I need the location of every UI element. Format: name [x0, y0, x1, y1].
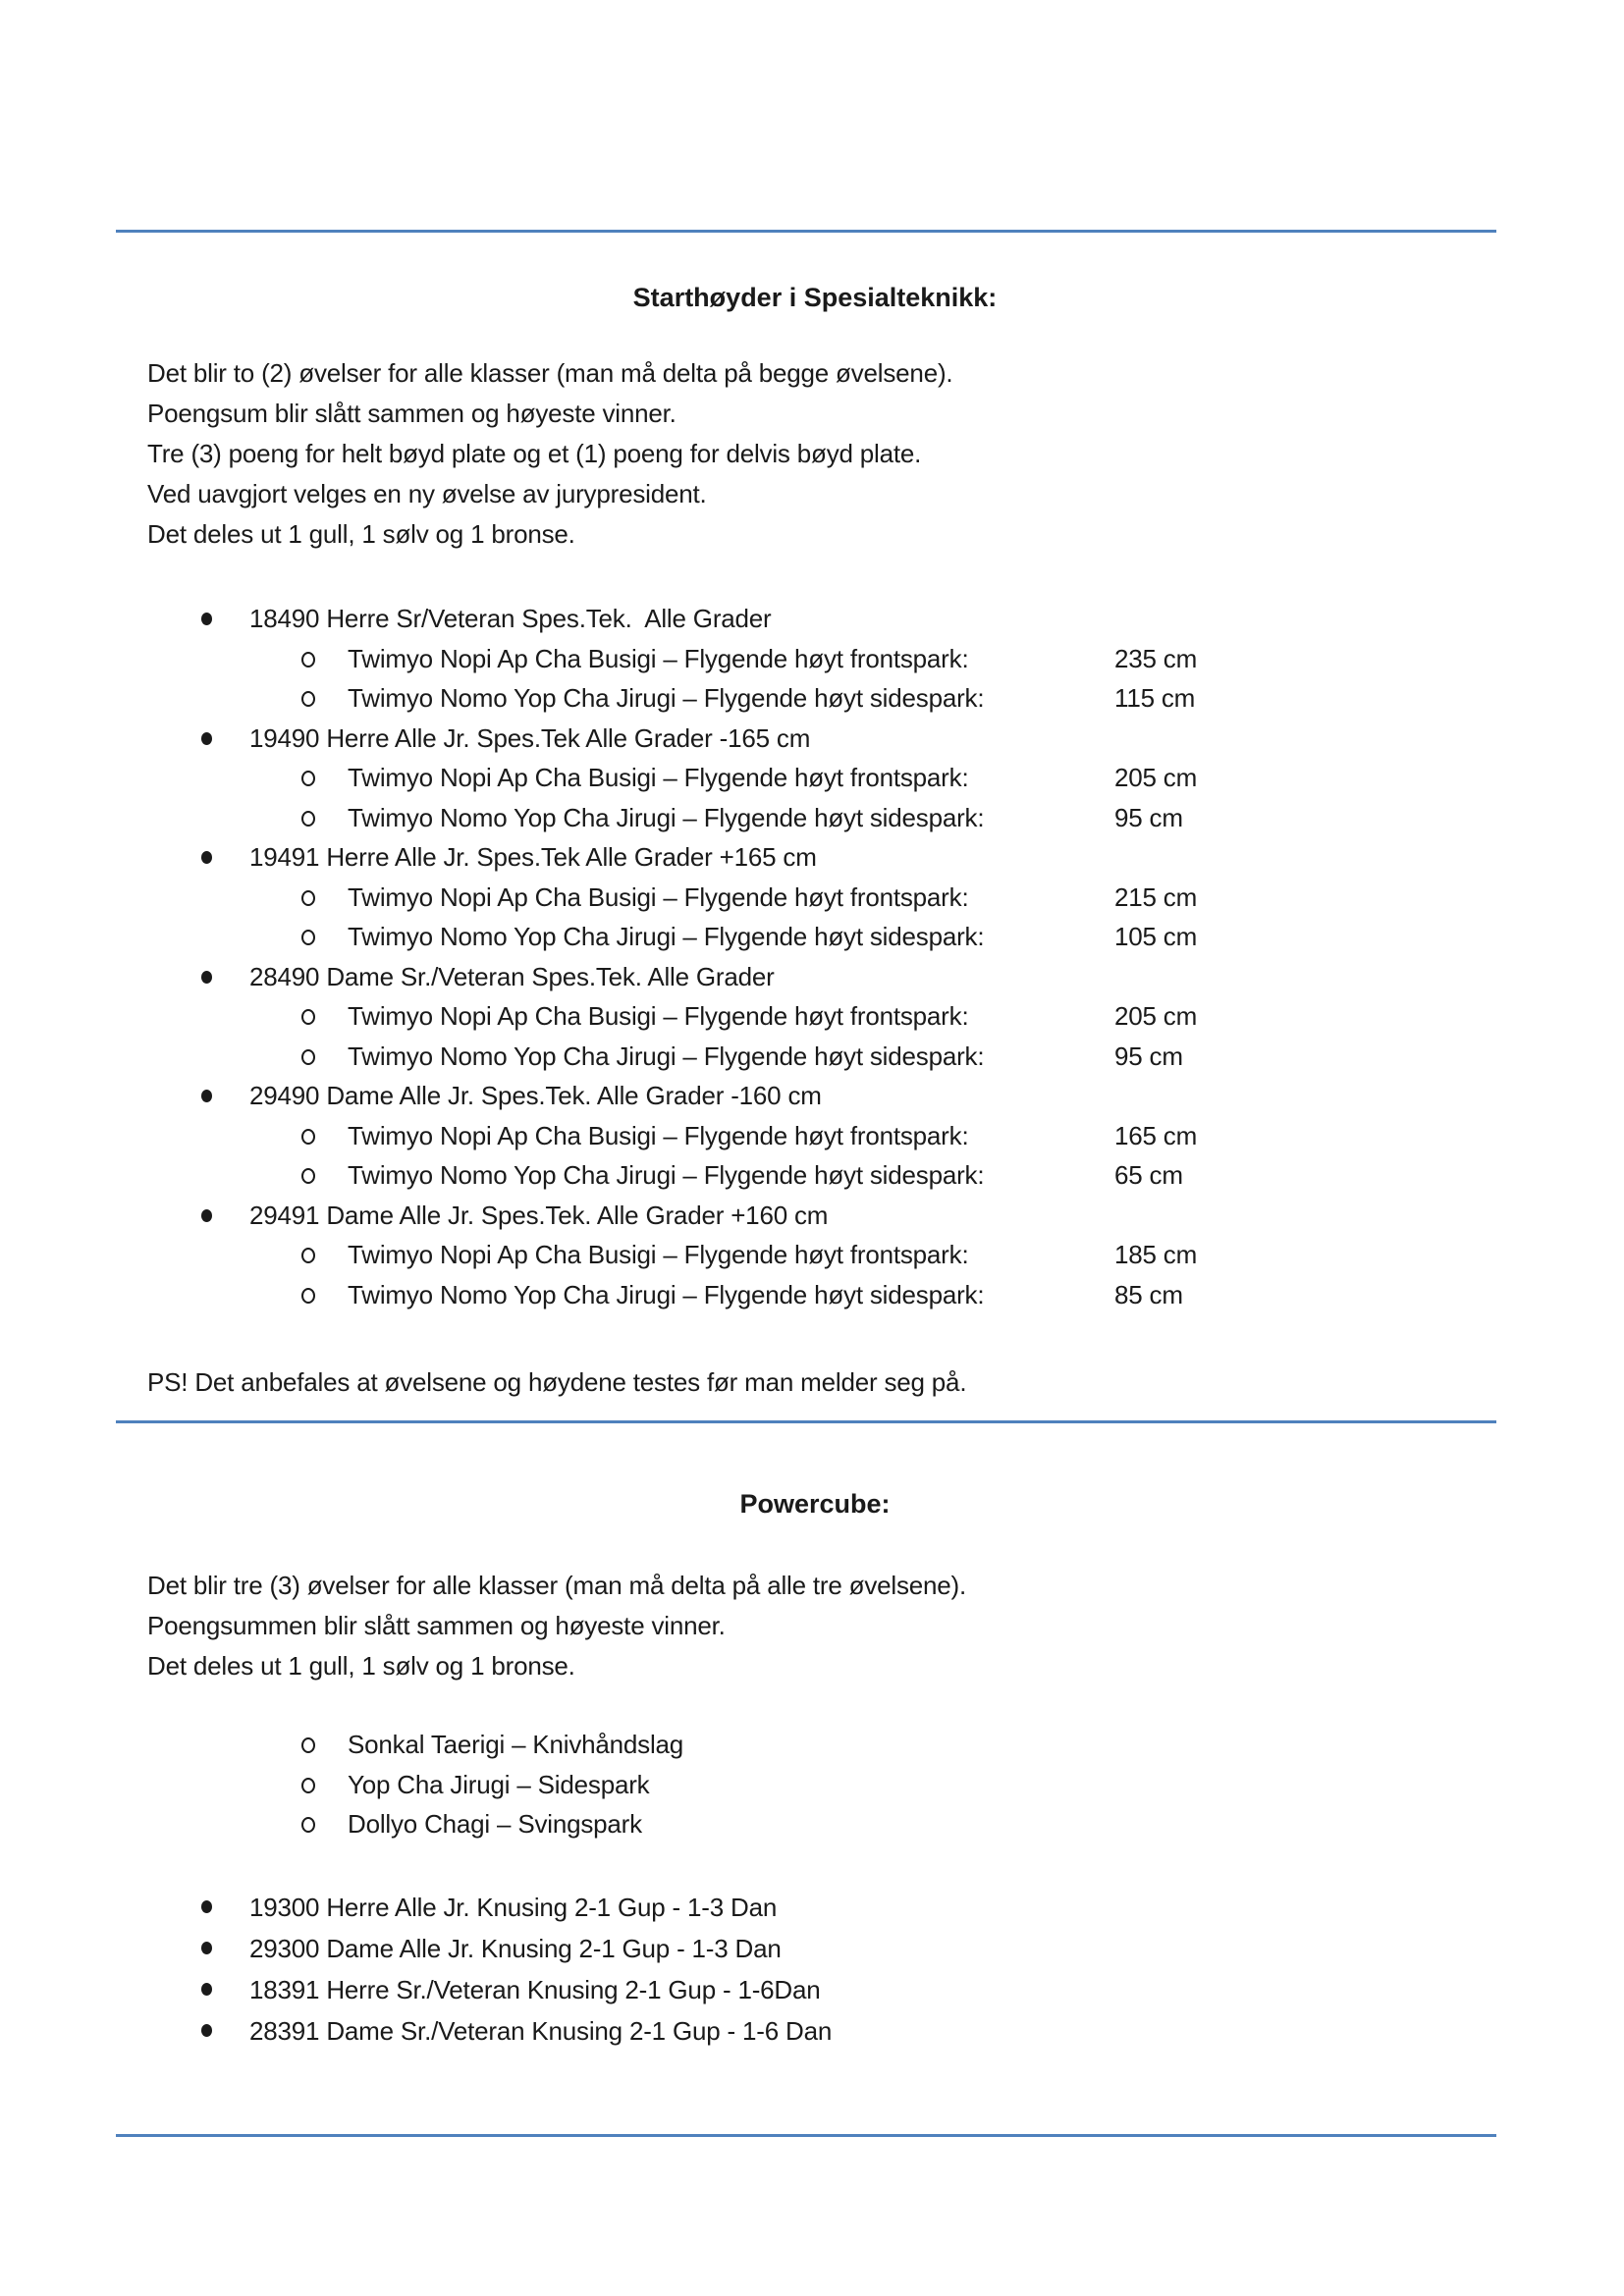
start-height-value: 185 cm	[1114, 1240, 1198, 1269]
circle-bullet-icon	[301, 1049, 315, 1065]
class-label: 18490 Herre Sr/Veteran Spes.Tek. Alle Grader	[249, 604, 772, 633]
paragraph-line: Ved uavgjort velges en ny øvelse av jurypresident.	[147, 479, 707, 508]
exercise-row	[0, 1155, 1624, 1196]
disc-bullet-icon	[201, 851, 212, 864]
exercise-label: Twimyo Nomo Yop Cha Jirugi – Flygende høyt sidespark:	[348, 1160, 985, 1190]
start-height-value: 235 cm	[1114, 643, 1198, 673]
exercise-row	[0, 1765, 1624, 1805]
class-label: 29300 Dame Alle Jr. Knusing 2-1 Gup - 1-3 Dan	[249, 1934, 782, 1963]
start-height-value: 105 cm	[1114, 922, 1198, 951]
paragraph-line: Tre (3) poeng for helt bøyd plate og et (1) poeng for delvis bøyd plate.	[147, 439, 922, 468]
circle-bullet-icon	[301, 1288, 315, 1304]
start-height-value: 85 cm	[1114, 1279, 1183, 1309]
exercise-label: Dollyo Chagi – Svingspark	[348, 1809, 642, 1839]
circle-bullet-icon	[301, 1009, 315, 1025]
exercise-row	[0, 1037, 1624, 1077]
class-label: 19491 Herre Alle Jr. Spes.Tek Alle Grader +165 cm	[249, 842, 817, 872]
exercise-label: Twimyo Nopi Ap Cha Busigi – Flygende høyt frontspark:	[348, 1240, 969, 1269]
exercise-label: Twimyo Nopi Ap Cha Busigi – Flygende høyt frontspark:	[348, 643, 969, 673]
circle-bullet-icon	[301, 1129, 315, 1145]
paragraph-line: Det blir to (2) øvelser for alle klasser (man må delta på begge øvelsene).	[147, 358, 953, 388]
circle-bullet-icon	[301, 652, 315, 667]
section-title-powercube: Powercube:	[739, 1489, 891, 1519]
exercise-row	[0, 1804, 1624, 1844]
class-row	[0, 957, 1624, 997]
circle-bullet-icon	[301, 811, 315, 827]
start-height-value: 115 cm	[1114, 683, 1196, 713]
class-row	[0, 1196, 1624, 1236]
class-label: 28490 Dame Sr./Veteran Spes.Tek. Alle Grader	[249, 961, 775, 991]
class-label: 19490 Herre Alle Jr. Spes.Tek Alle Grader -165 cm	[249, 722, 811, 753]
start-height-value: 65 cm	[1114, 1160, 1183, 1190]
exercise-row	[0, 758, 1624, 798]
class-row	[0, 2010, 1624, 2052]
powercube-class-list	[0, 1887, 1624, 2052]
class-label: 19300 Herre Alle Jr. Knusing 2-1 Gup - 1-3 Dan	[249, 1893, 778, 1922]
exercise-row	[0, 917, 1624, 957]
circle-bullet-icon	[301, 930, 315, 945]
exercise-label: Twimyo Nomo Yop Cha Jirugi – Flygende høyt sidespark:	[348, 922, 985, 951]
start-height-value: 205 cm	[1114, 1001, 1198, 1031]
class-row	[0, 1076, 1624, 1116]
start-height-value: 165 cm	[1114, 1120, 1198, 1150]
exercise-label: Twimyo Nopi Ap Cha Busigi – Flygende høyt frontspark:	[348, 1001, 969, 1031]
exercise-row	[0, 678, 1624, 719]
disc-bullet-icon	[201, 971, 212, 984]
exercise-label: Yop Cha Jirugi – Sidespark	[348, 1769, 650, 1799]
exercise-row	[0, 639, 1624, 679]
class-label: 18391 Herre Sr./Veteran Knusing 2-1 Gup - 1-6Dan	[249, 1975, 821, 2004]
ps-note-text: PS! Det anbefales at øvelsene og høydene testes før man melder seg på.	[147, 1367, 967, 1397]
class-row	[0, 1928, 1624, 1969]
paragraph-line: Poengsum blir slått sammen og høyeste vinner.	[147, 399, 677, 428]
disc-bullet-icon	[201, 732, 212, 745]
exercise-label: Twimyo Nopi Ap Cha Busigi – Flygende høyt frontspark:	[348, 1120, 969, 1150]
start-height-value: 215 cm	[1114, 881, 1198, 912]
exercise-label: Twimyo Nomo Yop Cha Jirugi – Flygende høyt sidespark:	[348, 683, 985, 713]
disc-bullet-icon	[201, 2024, 212, 2037]
exercise-row	[0, 996, 1624, 1037]
circle-bullet-icon	[301, 771, 315, 786]
paragraph-line: Poengsummen blir slått sammen og høyeste vinner.	[147, 1611, 726, 1640]
start-height-value: 95 cm	[1114, 802, 1183, 832]
exercise-row	[0, 1725, 1624, 1765]
class-label: 28391 Dame Sr./Veteran Knusing 2-1 Gup - 1-6 Dan	[249, 2016, 833, 2046]
class-row	[0, 1969, 1624, 2010]
disc-bullet-icon	[201, 613, 212, 625]
circle-bullet-icon	[301, 1778, 315, 1793]
spesialteknikk-intro	[147, 353, 952, 555]
start-height-value: 95 cm	[1114, 1041, 1183, 1071]
circle-bullet-icon	[301, 1168, 315, 1184]
exercise-row	[0, 878, 1624, 918]
section-title-spesialteknikk: Starthøyder i Spesialteknikk:	[632, 283, 998, 312]
disc-bullet-icon	[201, 1900, 212, 1913]
exercise-label: Twimyo Nomo Yop Cha Jirugi – Flygende høyt sidespark:	[348, 1279, 985, 1309]
circle-bullet-icon	[301, 691, 315, 707]
paragraph-line: Det deles ut 1 gull, 1 sølv og 1 bronse.	[147, 1651, 575, 1681]
section-divider	[116, 1420, 1496, 1423]
start-height-value: 205 cm	[1114, 763, 1198, 792]
spesialteknikk-class-list	[0, 599, 1624, 1314]
disc-bullet-icon	[201, 1942, 212, 1954]
circle-bullet-icon	[301, 890, 315, 906]
circle-bullet-icon	[301, 1737, 315, 1753]
exercise-row	[0, 1116, 1624, 1156]
disc-bullet-icon	[201, 1209, 212, 1222]
class-row	[0, 1887, 1624, 1928]
exercise-label: Twimyo Nopi Ap Cha Busigi – Flygende høyt frontspark:	[348, 763, 969, 792]
paragraph-line: Det blir tre (3) øvelser for alle klasser (man må delta på alle tre øvelsene).	[147, 1571, 967, 1600]
exercise-label: Twimyo Nopi Ap Cha Busigi – Flygende høyt frontspark:	[348, 881, 969, 912]
ps-note	[147, 1362, 966, 1403]
exercise-row	[0, 798, 1624, 838]
circle-bullet-icon	[301, 1817, 315, 1833]
powercube-exercise-list	[0, 1725, 1624, 1844]
section-divider	[116, 2134, 1496, 2137]
exercise-row	[0, 1275, 1624, 1315]
exercise-label: Twimyo Nomo Yop Cha Jirugi – Flygende høyt sidespark:	[348, 802, 985, 832]
exercise-row	[0, 1235, 1624, 1275]
class-label: 29490 Dame Alle Jr. Spes.Tek. Alle Grader -160 cm	[249, 1081, 822, 1110]
circle-bullet-icon	[301, 1248, 315, 1263]
exercise-label: Twimyo Nomo Yop Cha Jirugi – Flygende høyt sidespark:	[348, 1041, 985, 1071]
exercise-label: Sonkal Taerigi – Knivhåndslag	[348, 1730, 684, 1759]
class-row	[0, 719, 1624, 759]
section-divider	[116, 230, 1496, 233]
class-label: 29491 Dame Alle Jr. Spes.Tek. Alle Grader +160 cm	[249, 1200, 829, 1230]
class-row	[0, 837, 1624, 878]
powercube-intro	[147, 1566, 966, 1686]
disc-bullet-icon	[201, 1090, 212, 1102]
disc-bullet-icon	[201, 1983, 212, 1996]
class-row	[0, 599, 1624, 639]
paragraph-line: Det deles ut 1 gull, 1 sølv og 1 bronse.	[147, 519, 575, 549]
